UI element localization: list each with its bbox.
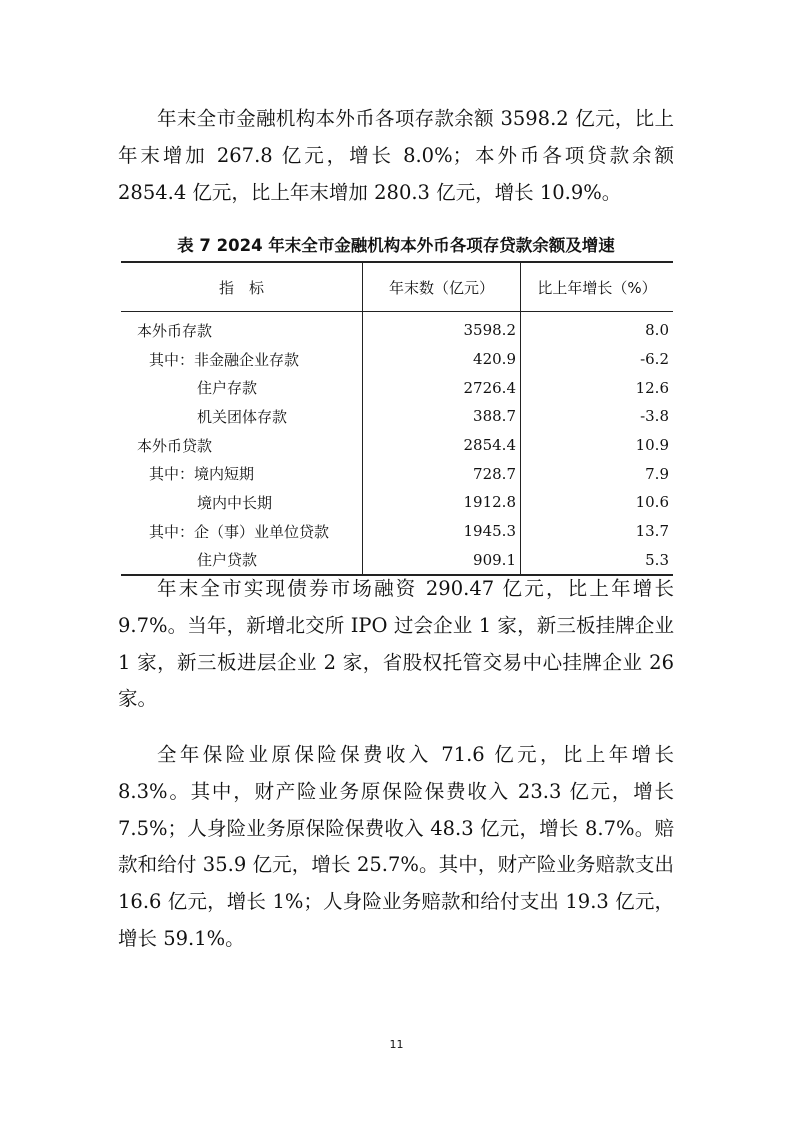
column-header-indicator: 指 标 <box>121 262 363 312</box>
row-value: 2726.4 <box>363 373 521 402</box>
table-row <box>121 488 673 517</box>
table-caption: 表 7 2024 年末全市金融机构本外币各项存贷款余额及增速 <box>177 236 615 255</box>
table-row <box>121 312 673 345</box>
row-growth: 13.7 <box>521 517 674 546</box>
row-label: 住户存款 <box>197 379 258 398</box>
row-value: 420.9 <box>363 345 521 374</box>
table-row <box>121 373 673 402</box>
row-label: 住户贷款 <box>121 546 363 576</box>
deposits-paragraph: 年末全市金融机构本外币各项存款余额 3598.2 亿元，比上年末增加 267.8 亿元，增长 8.0%；本外币各项贷款余额 2854.4 亿元，比上年末增加 280.3 亿元，增长 10.9%。 <box>118 107 674 204</box>
row-label: 其中：非金融企业存款 <box>149 350 300 369</box>
bond-financing-paragraph: 年末全市实现债券市场融资 290.47 亿元，比上年增长 9.7%。当年，新增北交所 IPO 过会企业 1 家，新三板挂牌企业 1 家，新三板进层企业 2 家，省股权托管交易中心挂牌企业 26 家。 <box>118 577 674 711</box>
row-growth: 8.0 <box>521 312 674 345</box>
table-row <box>121 345 673 374</box>
row-value: 2854.4 <box>363 431 521 460</box>
row-value: 728.7 <box>363 459 521 488</box>
row-value: 388.7 <box>363 402 521 431</box>
row-growth: 7.9 <box>521 459 674 488</box>
table-row <box>121 402 673 431</box>
row-label: 本外币贷款 <box>137 436 213 455</box>
page-number: 11 <box>389 1038 404 1051</box>
column-header-year-end-value: 年末数（亿元） <box>363 262 521 312</box>
insurance-paragraph: 全年保险业原保险保费收入 71.6 亿元，比上年增长 8.3%。其中，财产险业务原保险保费收入 23.3 亿元，增长 7.5%；人身险业务原保险保费收入 48.3 亿元，增长 8.7%。赔款和给付 35.9 亿元，增长 25.7%。其中，财产险业务赔款支出 16.6 亿元，增长 1%；人身险业务赔款和给付支出 19.3 亿元，增长 59.1%。 <box>118 743 674 950</box>
row-label: 境内中长期 <box>197 493 273 512</box>
row-growth: 12.6 <box>521 373 674 402</box>
row-label: 其中：境内短期 <box>149 465 255 484</box>
row-growth: -3.8 <box>521 402 674 431</box>
row-label: 其中：企（事）业单位贷款 <box>149 522 330 541</box>
row-label: 本外币存款 <box>137 321 213 340</box>
table-row <box>121 431 673 460</box>
table-header-row <box>121 262 673 312</box>
row-value: 909.1 <box>363 546 521 576</box>
row-value: 3598.2 <box>363 312 521 345</box>
table-row <box>121 459 673 488</box>
row-label: 机关团体存款 <box>197 407 288 426</box>
row-value: 1912.8 <box>363 488 521 517</box>
row-growth: 10.9 <box>521 431 674 460</box>
deposits-loans-table <box>121 261 673 576</box>
table-row <box>121 517 673 546</box>
row-growth: 10.6 <box>521 488 674 517</box>
row-value: 1945.3 <box>363 517 521 546</box>
row-growth: -6.2 <box>521 345 674 374</box>
row-growth: 5.3 <box>521 546 674 576</box>
column-header-growth: 比上年增长（%） <box>521 262 674 312</box>
